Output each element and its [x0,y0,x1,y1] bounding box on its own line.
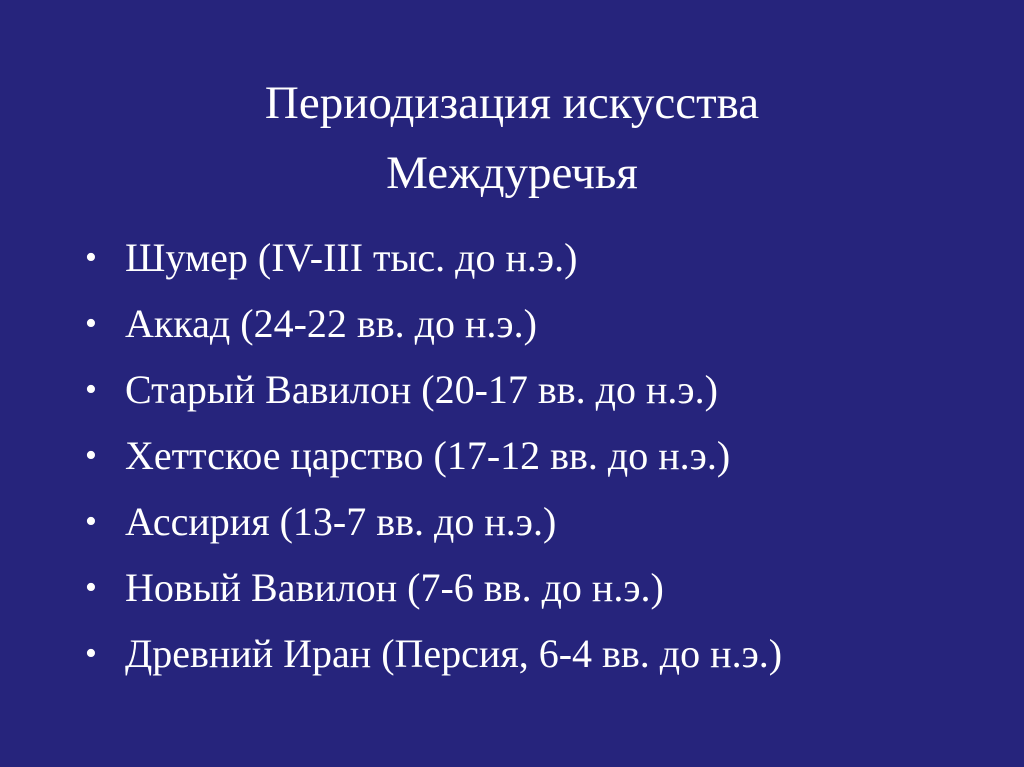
slide-title-line-1: Периодизация искусства [264,77,760,129]
bullet-icon: • [85,437,97,474]
bullet-icon: • [85,239,97,276]
bullet-icon: • [85,503,97,540]
slide-title [0,68,1024,208]
list-item-text: Шумер (IV-III тыс. до н.э.) [125,235,578,280]
list-item-text: Хеттское царство (17-12 вв. до н.э.) [125,433,731,478]
bullet-icon: • [85,305,97,342]
slide-title-line-2: Междуречья [386,147,638,199]
list-item-text: Старый Вавилон (20-17 вв. до н.э.) [125,367,718,412]
bullet-icon: • [85,569,97,606]
bullet-icon: • [85,371,97,408]
list-item-text: Аккад (24-22 вв. до н.э.) [125,301,537,346]
list-item-text: Новый Вавилон (7-6 вв. до н.э.) [125,565,664,610]
list-item-text: Древний Иран (Персия, 6-4 вв. до н.э.) [125,631,783,676]
bullet-icon: • [85,635,97,672]
list-item-text: Ассирия (13-7 вв. до н.э.) [125,499,557,544]
